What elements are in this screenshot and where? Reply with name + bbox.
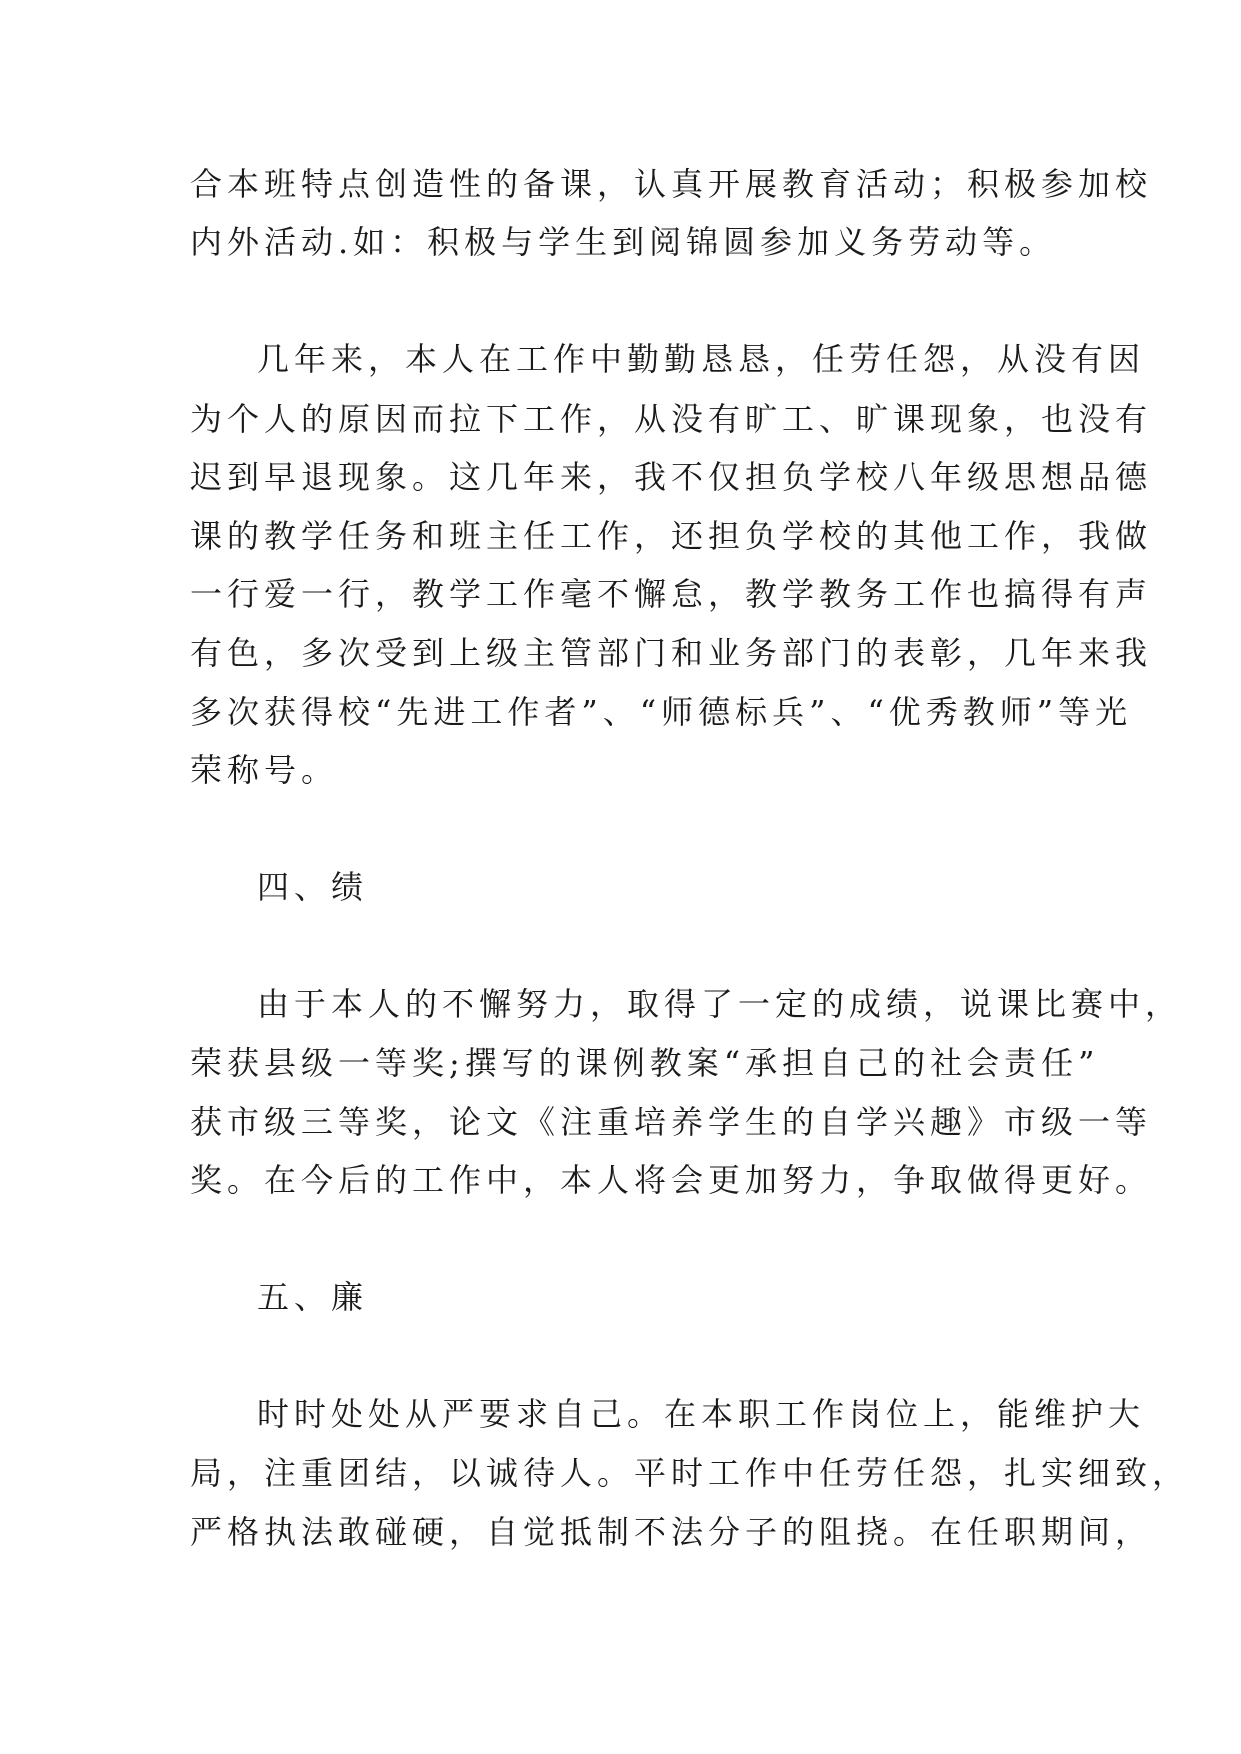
body-text-line: 荣称号。 xyxy=(190,751,339,789)
body-text-line: 合本班特点创造性的备课，认真开展教育活动；积极参加校 xyxy=(190,165,1153,203)
body-text-line: 获市级三等奖，论文《注重培养学生的自学兴趣》市级一等 xyxy=(190,1103,1153,1141)
body-text-line: 一行爱一行，教学工作毫不懈怠，教学教务工作也搞得有声 xyxy=(190,575,1153,613)
body-text-line: 严格执法敢碰硬，自觉抵制不法分子的阻挠。在任职期间， xyxy=(190,1513,1153,1551)
body-text-line: 由于本人的不懈努力，取得了一定的成绩，说课比赛中， xyxy=(257,985,1183,1023)
body-text-line: 荣获县级一等奖;撰写的课例教案“承担自己的社会责任” xyxy=(190,1044,1100,1082)
body-text-line: 奖。在今后的工作中，本人将会更加努力，争取做得更好。 xyxy=(190,1161,1153,1199)
body-text-line: 多次获得校“先进工作者”、“师德标兵”、“优秀教师”等光 xyxy=(190,693,1133,731)
body-text-line: 局，注重团结，以诚待人。平时工作中任劳任怨，扎实细致， xyxy=(190,1454,1190,1492)
section-heading: 四、绩 xyxy=(257,868,369,906)
body-text-line: 时时处处从严要求自己。在本职工作岗位上，能维护大 xyxy=(257,1395,1146,1433)
body-text-line: 为个人的原因而拉下工作，从没有旷工、旷课现象，也没有 xyxy=(190,400,1153,438)
body-text-line: 几年来，本人在工作中勤勤恳恳，任劳任怨，从没有因 xyxy=(257,340,1146,378)
body-text-line: 迟到早退现象。这几年来，我不仅担负学校八年级思想品德 xyxy=(190,458,1153,496)
body-text-line: 课的教学任务和班主任工作，还担负学校的其他工作，我做 xyxy=(190,517,1153,555)
body-text-line: 有色，多次受到上级主管部门和业务部门的表彰，几年来我 xyxy=(190,634,1153,672)
body-text-line: 内外活动.如：积极与学生到阅锦圆参加义务劳动等。 xyxy=(190,223,1057,261)
section-heading: 五、廉 xyxy=(257,1278,369,1316)
